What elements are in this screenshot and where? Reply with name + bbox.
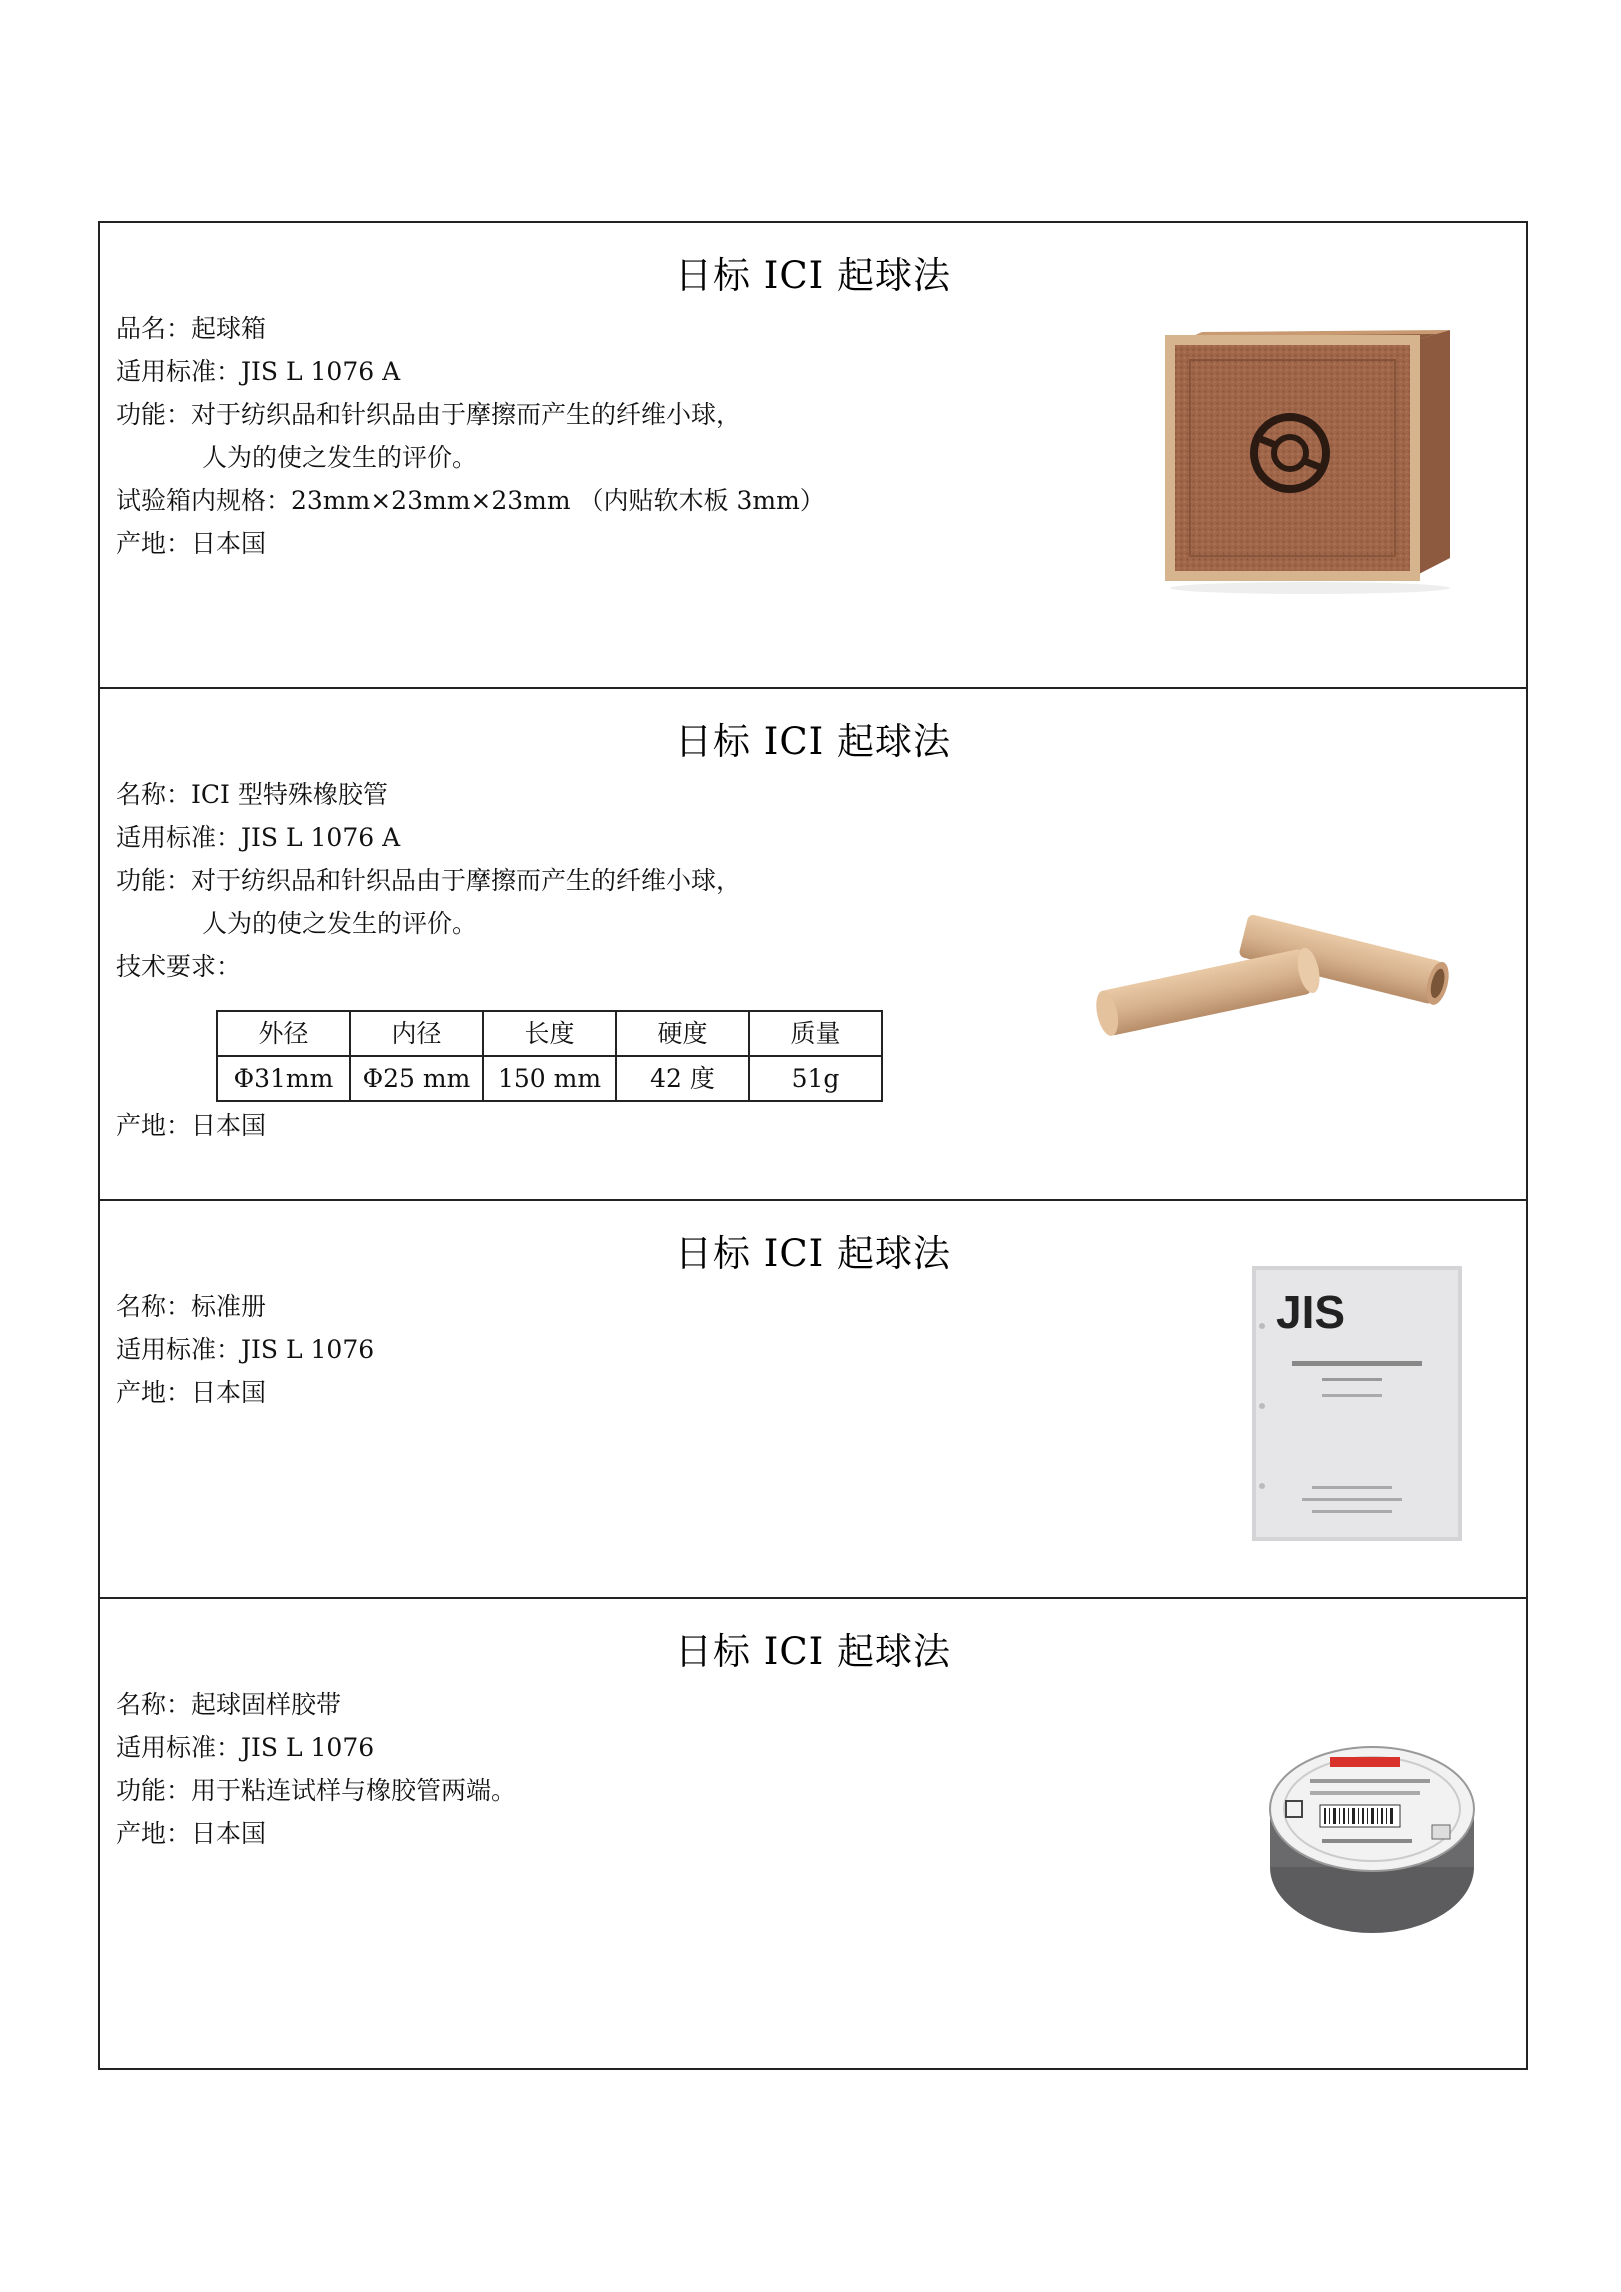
section-title: 日标 ICI 起球法 bbox=[674, 254, 952, 297]
detail-line: 适用标准：JIS L 1076 A bbox=[116, 823, 401, 852]
section-title: 日标 ICI 起球法 bbox=[674, 1232, 952, 1275]
detail-line: 功能：对于纺织品和针织品由于摩擦而产生的纤维小球， bbox=[116, 400, 742, 429]
section-details bbox=[116, 1683, 516, 1855]
spec-header: 长度 bbox=[483, 1011, 616, 1056]
section-details bbox=[116, 773, 883, 1147]
spec-header: 质量 bbox=[749, 1011, 882, 1056]
detail-line: 技术要求： bbox=[116, 952, 242, 981]
spec-value: Φ25 mm bbox=[350, 1056, 483, 1101]
section-title: 日标 ICI 起球法 bbox=[674, 1630, 952, 1673]
spec-header: 硬度 bbox=[616, 1011, 749, 1056]
section-standard-booklet bbox=[100, 1201, 1526, 1599]
detail-line: 适用标准：JIS L 1076 bbox=[116, 1733, 375, 1762]
section-details bbox=[116, 1285, 374, 1414]
tape-roll-image bbox=[1262, 1739, 1482, 1939]
section-details bbox=[116, 307, 825, 565]
detail-line: 人为的使之发生的评价。 bbox=[202, 909, 478, 938]
spec-value-row bbox=[217, 1056, 882, 1101]
detail-line: 产地：日本国 bbox=[116, 1378, 267, 1407]
detail-line: 产地：日本国 bbox=[116, 1111, 267, 1140]
detail-line: 名称：ICI 型特殊橡胶管 bbox=[116, 780, 388, 809]
spec-header-row bbox=[217, 1011, 882, 1056]
detail-line: 品名：起球箱 bbox=[116, 314, 267, 343]
section-tape bbox=[100, 1599, 1526, 2068]
spec-value: 150 mm bbox=[483, 1056, 616, 1101]
detail-line: 试验箱内规格：23mm×23mm×23mm （内贴软木板 3mm） bbox=[116, 486, 825, 515]
detail-line: 功能：用于粘连试样与橡胶管两端。 bbox=[116, 1776, 517, 1805]
section-rubber-tube bbox=[100, 689, 1526, 1201]
section-pilling-box bbox=[100, 223, 1526, 689]
detail-line: 适用标准：JIS L 1076 bbox=[116, 1335, 375, 1364]
jis-booklet-image bbox=[1252, 1266, 1462, 1541]
product-sheet bbox=[98, 221, 1528, 2070]
spec-header: 内径 bbox=[350, 1011, 483, 1056]
detail-line: 功能：对于纺织品和针织品由于摩擦而产生的纤维小球， bbox=[116, 866, 742, 895]
booklet-logo: JIS bbox=[1276, 1286, 1346, 1338]
section-title: 日标 ICI 起球法 bbox=[674, 720, 952, 763]
spec-header: 外径 bbox=[217, 1011, 350, 1056]
spec-value: 42 度 bbox=[616, 1056, 749, 1101]
detail-line: 产地：日本国 bbox=[116, 1819, 267, 1848]
detail-line: 适用标准：JIS L 1076 A bbox=[116, 357, 401, 386]
cork-box-image bbox=[1150, 318, 1470, 598]
detail-line: 名称：起球固样胶带 bbox=[116, 1690, 342, 1719]
detail-line: 产地：日本国 bbox=[116, 529, 267, 558]
rubber-tube-image bbox=[1080, 904, 1480, 1044]
spec-value: Φ31mm bbox=[217, 1056, 350, 1101]
detail-line: 名称：标准册 bbox=[116, 1292, 267, 1321]
spec-table bbox=[216, 1010, 883, 1102]
detail-line: 人为的使之发生的评价。 bbox=[202, 443, 478, 472]
spec-value: 51g bbox=[749, 1056, 882, 1101]
